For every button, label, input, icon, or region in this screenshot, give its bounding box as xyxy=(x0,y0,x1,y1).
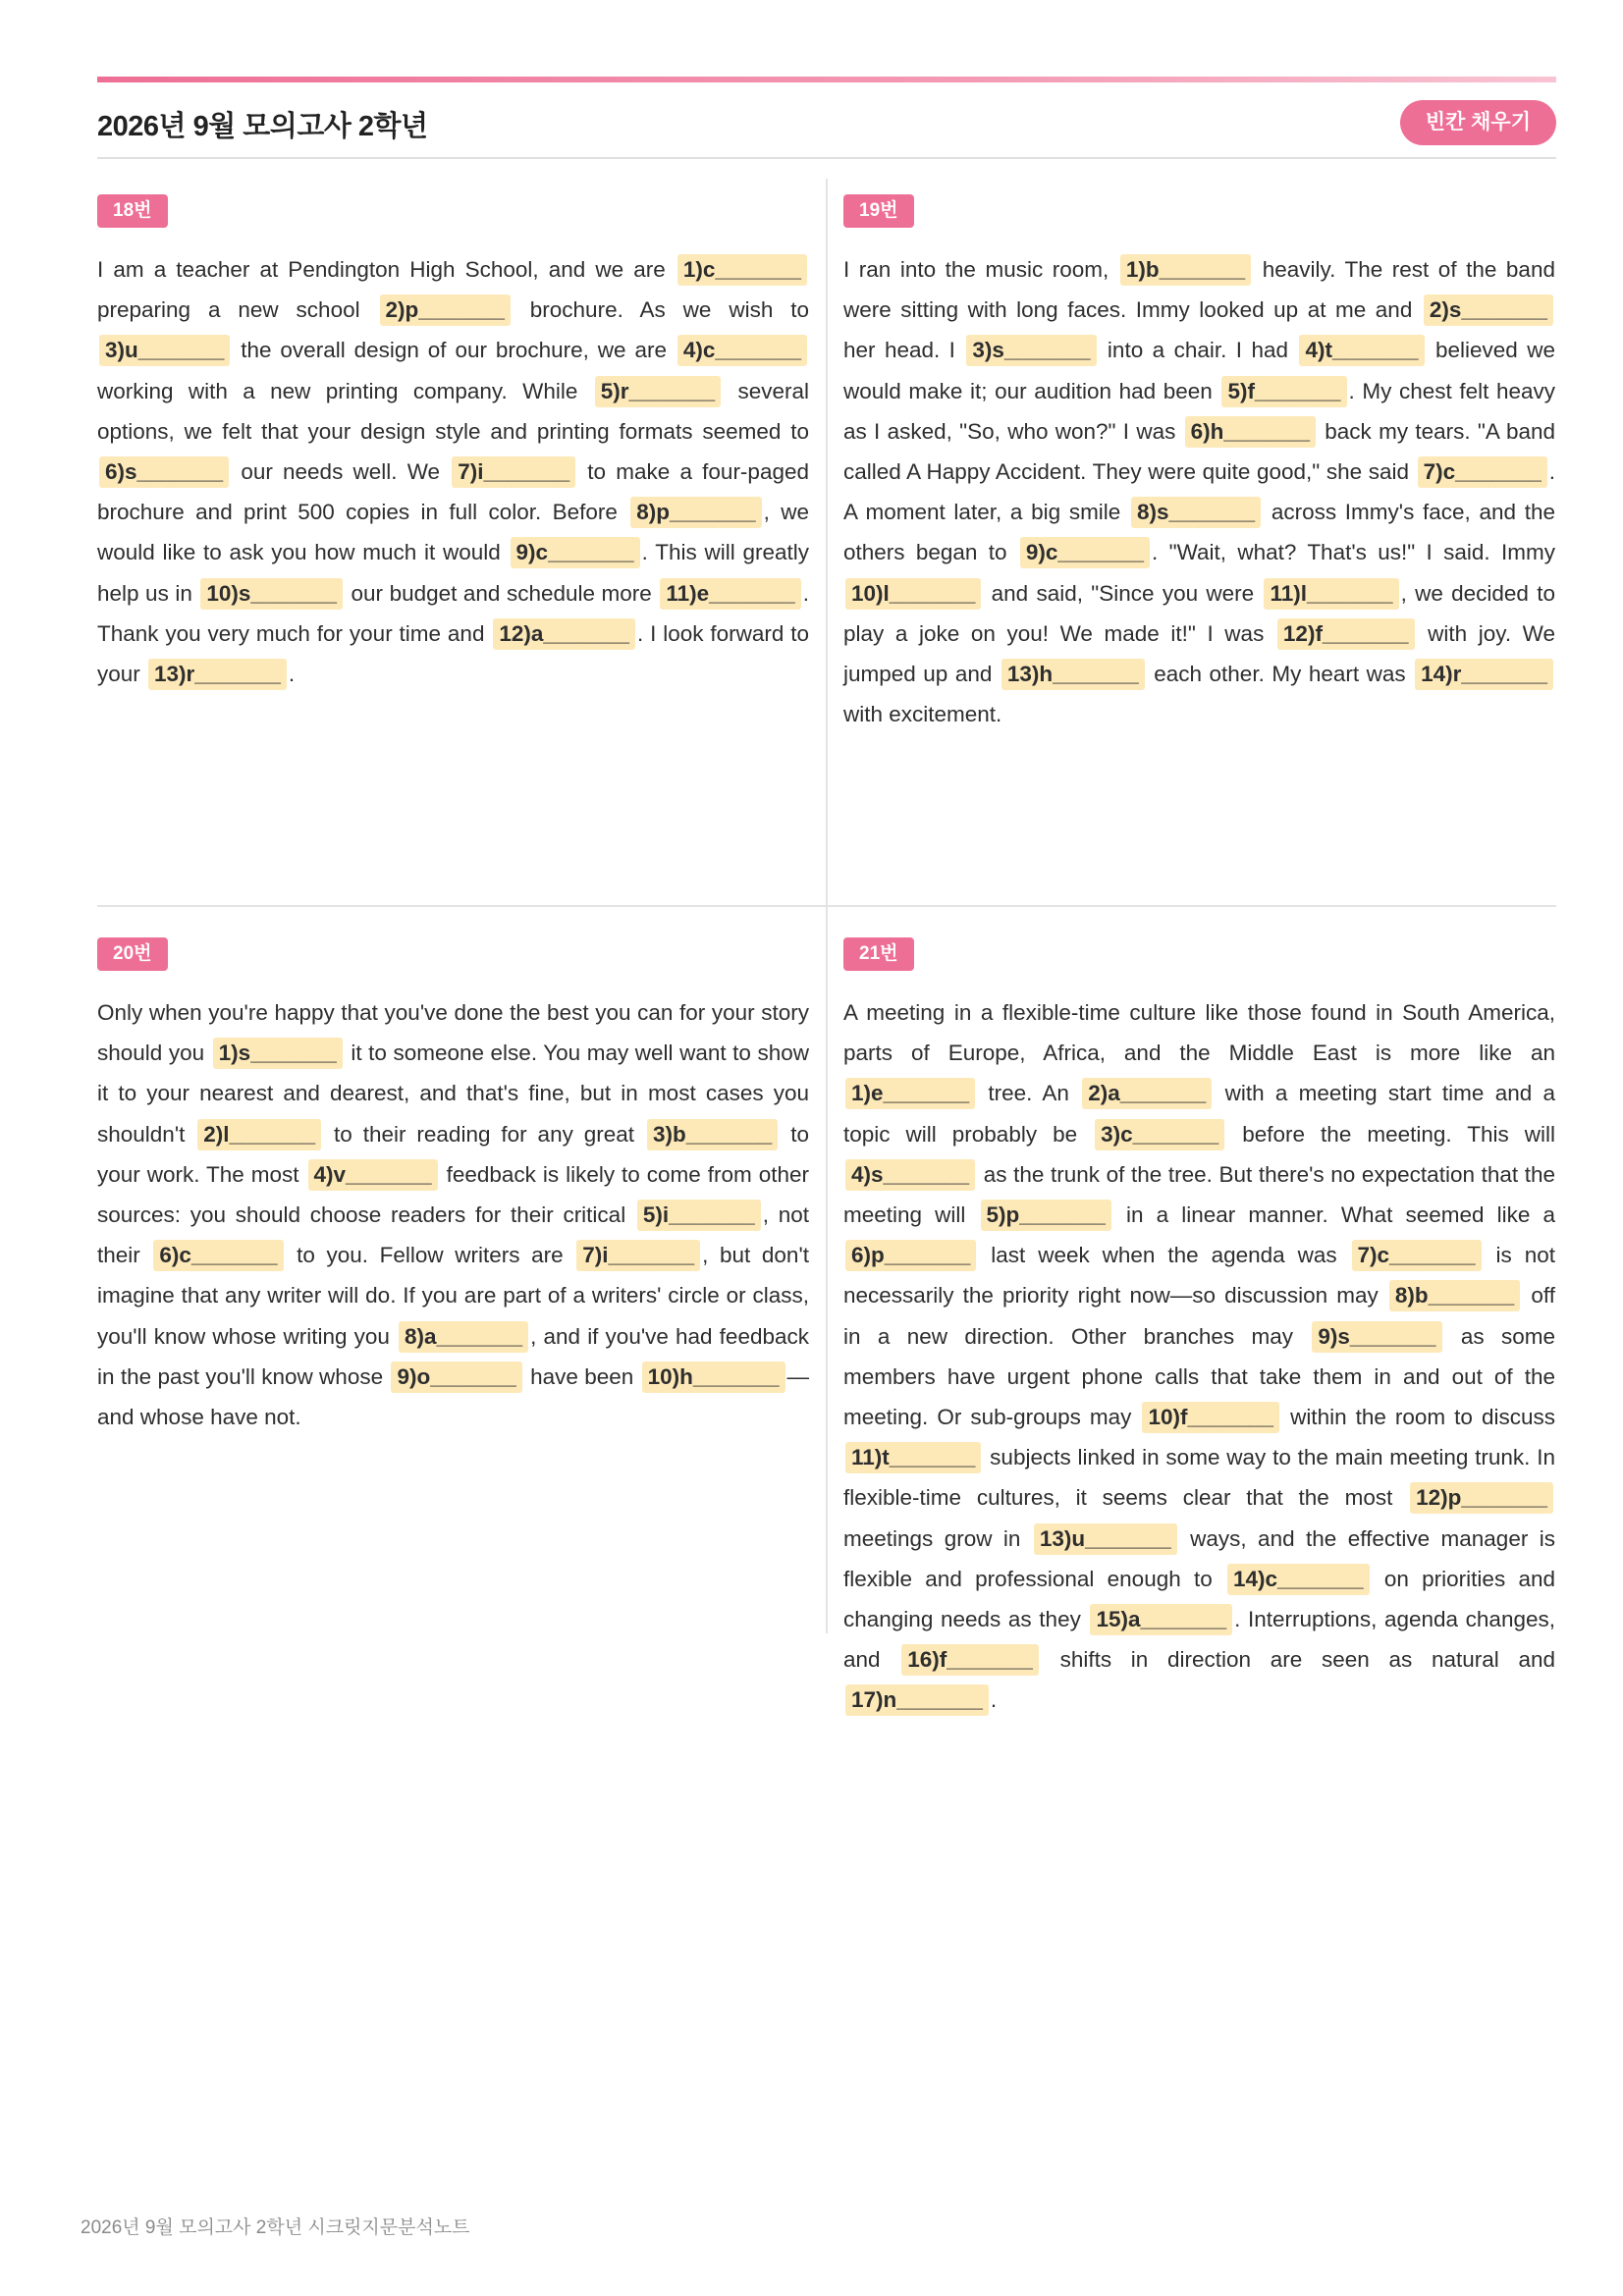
blank-field[interactable]: 13)h_______ xyxy=(1001,659,1145,690)
passage-fragment: Only when you're happy that you've done the best you can for your story should you xyxy=(97,1000,809,1066)
passage-fragment: our budget and schedule more xyxy=(345,580,659,606)
passage-fragment: feedback is likely to come from other sources: you should choose readers for their critical xyxy=(97,1161,810,1228)
passage-fragment: to make a four-paged brochure and print 500 copies in full color. Before xyxy=(97,459,809,525)
blank-field[interactable]: 4)s_______ xyxy=(845,1159,975,1191)
passage-fragment: . I look forward to your xyxy=(97,620,809,687)
passage-fragment: heavily. The rest of the band were sitting with long faces. Immy looked up at me and xyxy=(843,257,1555,323)
blank-field[interactable]: 16)f_______ xyxy=(901,1644,1039,1676)
passage-fragment: each other. My heart was xyxy=(1146,662,1414,687)
passage-fragment: I am a teacher at Pendington High School, and we are xyxy=(97,257,676,282)
blank-field[interactable]: 4)c_______ xyxy=(677,335,807,366)
blank-field[interactable]: 5)i_______ xyxy=(637,1200,761,1231)
passage-fragment: back my tears. "A band called A Happy Accident. They were quite good," she said xyxy=(843,418,1556,485)
passage-fragment: , and if you've had feedback in the past you'll know whose xyxy=(97,1323,809,1389)
passage-fragment: within the room to discuss xyxy=(1281,1405,1555,1430)
blank-field[interactable]: 11)l_______ xyxy=(1264,578,1398,610)
question-number-badge: 21번 xyxy=(843,937,914,971)
passage-fragment: shifts in direction are seen as natural and xyxy=(1040,1647,1555,1673)
passage-fragment: to you. Fellow writers are xyxy=(285,1243,575,1268)
passage-fragment: as some members have urgent phone calls that take them in and out of the meeting. Or sub-groups may xyxy=(843,1323,1555,1430)
blank-field[interactable]: 11)e_______ xyxy=(660,578,800,610)
passage-fragment: to your work. The most xyxy=(97,1121,809,1187)
passage-fragment: subjects linked in some way to the main meeting trunk. In flexible-time cultures, it seems clear that the most xyxy=(843,1445,1555,1511)
passage-fragment: . xyxy=(288,662,296,687)
blank-field[interactable]: 12)f_______ xyxy=(1277,618,1415,650)
passage-fragment: last week when the agenda was xyxy=(978,1243,1350,1268)
passage-fragment: , we decided to play a joke on you! We made it!" I was xyxy=(843,580,1555,646)
blank-field[interactable]: 3)s_______ xyxy=(966,335,1096,366)
passage-fragment: , but don't imagine that any writer will do. If you are part of a writers' circle or class, you'll know whose writing you xyxy=(97,1243,809,1349)
blank-field[interactable]: 15)a_______ xyxy=(1090,1604,1232,1635)
passage-fragment: with excitement. xyxy=(843,702,1002,727)
blank-field[interactable]: 9)s_______ xyxy=(1312,1321,1441,1353)
blank-field[interactable]: 4)v_______ xyxy=(308,1159,438,1191)
blank-field[interactable]: 6)c_______ xyxy=(153,1240,283,1271)
passage-text xyxy=(843,992,1555,1721)
passage-fragment: into a chair. I had xyxy=(1098,338,1298,363)
blank-field[interactable]: 10)l_______ xyxy=(845,578,981,610)
passage-text xyxy=(97,992,809,1437)
blank-field[interactable]: 12)a_______ xyxy=(493,618,635,650)
section-21 xyxy=(843,937,1555,1721)
blank-field[interactable]: 9)o_______ xyxy=(391,1362,521,1393)
blank-field[interactable]: 7)c_______ xyxy=(1418,456,1547,488)
passage-fragment: I ran into the music room, xyxy=(843,257,1118,282)
passage-fragment: have been xyxy=(523,1363,640,1389)
passage-fragment: and said, "Since you were xyxy=(983,580,1263,606)
passage-fragment: on priorities and changing needs as they xyxy=(843,1566,1555,1632)
passage-fragment: our needs well. We xyxy=(231,459,451,485)
passage-fragment: working with a new printing company. While xyxy=(97,378,593,403)
blank-field[interactable]: 7)i_______ xyxy=(576,1240,700,1271)
section-18 xyxy=(97,194,809,694)
blank-field[interactable]: 9)c_______ xyxy=(1020,537,1150,568)
blank-field[interactable]: 1)b_______ xyxy=(1120,254,1251,286)
blank-field[interactable]: 14)r_______ xyxy=(1415,659,1553,690)
passage-fragment: with a meeting start time and a topic will probably be xyxy=(843,1081,1555,1147)
passage-fragment: across Immy's face, and the others began to xyxy=(843,500,1555,565)
blank-field[interactable]: 8)s_______ xyxy=(1131,497,1261,528)
blank-field[interactable]: 5)r_______ xyxy=(595,376,721,407)
question-number-badge: 19번 xyxy=(843,194,914,228)
passage-fragment: is not necessarily the priority right now—so discussion may xyxy=(843,1243,1555,1308)
passage-fragment: , we would like to ask you how much it would xyxy=(97,500,810,565)
passage-fragment: it to someone else. You may well want to show it to your nearest and dearest, and that's fine, but in most cases you shouldn't xyxy=(97,1041,809,1147)
blank-field[interactable]: 8)a_______ xyxy=(399,1321,528,1353)
blank-field[interactable]: 1)c_______ xyxy=(677,254,807,286)
passage-text xyxy=(843,249,1555,734)
blank-field[interactable]: 7)c_______ xyxy=(1352,1240,1482,1271)
blank-field[interactable]: 10)h_______ xyxy=(642,1362,785,1393)
passage-fragment: . xyxy=(990,1687,998,1713)
top-accent-bar xyxy=(97,77,1556,82)
passage-fragment: preparing a new school xyxy=(97,297,378,323)
passage-fragment: . This will greatly help us in xyxy=(97,540,809,606)
passage-fragment: several options, we felt that your design style and printing formats seemed to xyxy=(97,378,809,444)
blank-field[interactable]: 3)u_______ xyxy=(99,335,230,366)
row-divider xyxy=(97,905,1556,907)
passage-fragment: ways, and the effective manager is flexible and professional enough to xyxy=(843,1525,1555,1591)
question-number-badge: 18번 xyxy=(97,194,168,228)
blank-field[interactable]: 3)c_______ xyxy=(1095,1119,1224,1150)
blank-field[interactable]: 4)t_______ xyxy=(1299,335,1424,366)
passage-fragment: believed we would make it; our audition had been xyxy=(843,338,1555,403)
passage-text xyxy=(97,249,809,694)
passage-fragment: tree. An xyxy=(977,1081,1081,1106)
passage-fragment: . A moment later, a big smile xyxy=(843,459,1555,525)
passage-fragment: as the trunk of the tree. But there's no expectation that the meeting will xyxy=(843,1161,1555,1228)
passage-fragment: A meeting in a flexible-time culture like those found in South America, parts of Europe, Africa, and the Middle East is more like an xyxy=(843,1000,1555,1066)
passage-fragment: , not their xyxy=(97,1202,810,1268)
blank-field[interactable]: 9)c_______ xyxy=(511,537,640,568)
blank-field[interactable]: 2)a_______ xyxy=(1082,1078,1212,1109)
section-19 xyxy=(843,194,1555,734)
blank-field[interactable]: 10)s_______ xyxy=(200,578,343,610)
passage-fragment: . Interruptions, agenda changes, and xyxy=(843,1607,1555,1673)
page-header xyxy=(97,98,1556,159)
passage-fragment: in a linear manner. What seemed like a xyxy=(1112,1202,1556,1228)
section-20 xyxy=(97,937,809,1437)
blank-field[interactable]: 13)r_______ xyxy=(148,659,287,690)
page-footer: 2026년 9월 모의고사 2학년 시크릿지문분석노트 xyxy=(81,2217,470,2238)
passage-fragment: brochure. As we wish to xyxy=(512,297,809,323)
passage-fragment: the overall design of our brochure, we are xyxy=(232,338,676,363)
blank-field[interactable]: 11)t_______ xyxy=(845,1442,981,1473)
blank-field[interactable]: 14)c_______ xyxy=(1227,1564,1370,1595)
blank-field[interactable]: 7)i_______ xyxy=(452,456,575,488)
passage-fragment: with joy. We jumped up and xyxy=(843,620,1556,687)
blank-field[interactable]: 6)s_______ xyxy=(99,456,229,488)
passage-fragment: off in a new direction. Other branches may xyxy=(843,1283,1555,1349)
blank-field[interactable]: 12)p_______ xyxy=(1410,1482,1553,1514)
blank-field[interactable]: 1)s_______ xyxy=(213,1038,343,1069)
blank-field[interactable]: 17)n_______ xyxy=(845,1684,989,1716)
blank-field[interactable]: 13)u_______ xyxy=(1034,1523,1177,1555)
blank-field[interactable]: 8)p_______ xyxy=(630,497,761,528)
blank-field[interactable]: 2)s_______ xyxy=(1424,294,1553,326)
passage-fragment: her head. I xyxy=(843,338,965,363)
question-number-badge: 20번 xyxy=(97,937,168,971)
blank-field[interactable]: 2)p_______ xyxy=(380,294,511,326)
mode-badge: 빈칸 채우기 xyxy=(1400,100,1556,145)
blank-field[interactable]: 3)b_______ xyxy=(647,1119,778,1150)
blank-field[interactable]: 2)l_______ xyxy=(197,1119,321,1150)
page-title: 2026년 9월 모의고사 2학년 xyxy=(97,111,428,142)
passage-fragment: before the meeting. This will xyxy=(1226,1121,1555,1147)
blank-field[interactable]: 5)p_______ xyxy=(981,1200,1111,1231)
blank-field[interactable]: 6)h_______ xyxy=(1185,416,1316,448)
blank-field[interactable]: 8)b_______ xyxy=(1389,1280,1520,1311)
passage-fragment: —and whose have not. xyxy=(97,1363,809,1430)
passage-fragment: to their reading for any great xyxy=(323,1121,645,1147)
blank-field[interactable]: 5)f_______ xyxy=(1221,376,1346,407)
passage-fragment: . "Wait, what? That's us!" I said. Immy xyxy=(1152,540,1555,565)
blank-field[interactable]: 6)p_______ xyxy=(845,1240,976,1271)
blank-field[interactable]: 1)e_______ xyxy=(845,1078,975,1109)
passage-fragment: . My chest felt heavy as I asked, "So, who won?" I was xyxy=(843,378,1555,444)
passage-fragment: meetings grow in xyxy=(843,1525,1032,1551)
passage-fragment: . Thank you very much for your time and xyxy=(97,580,809,646)
blank-field[interactable]: 10)f_______ xyxy=(1142,1402,1279,1433)
